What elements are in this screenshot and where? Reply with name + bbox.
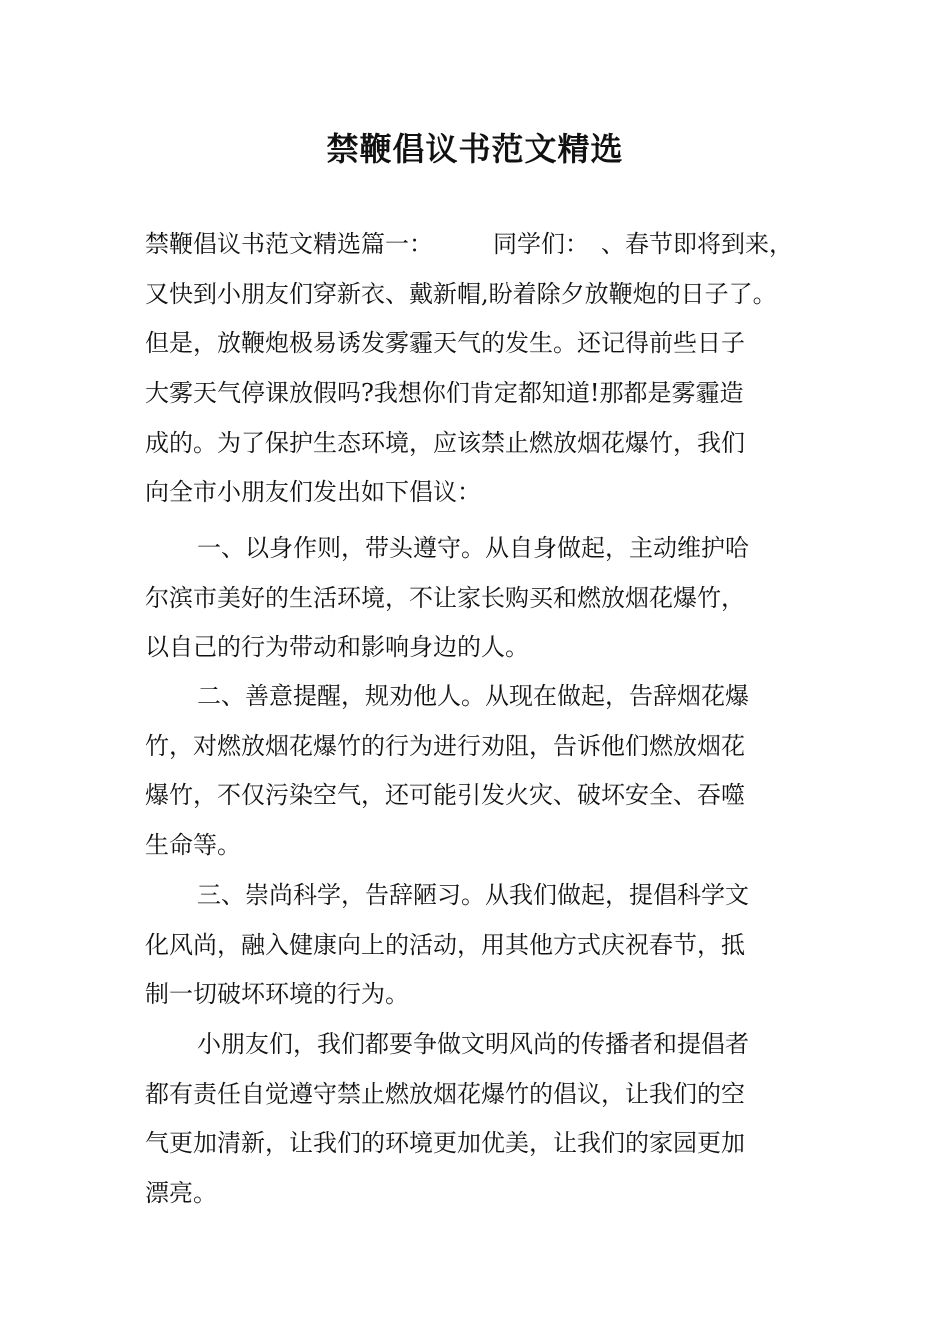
paragraph-line: 大雾天气停课放假吗?我想你们肯定都知道!那都是雾霾造 bbox=[145, 379, 744, 408]
paragraph-line: 禁鞭倡议书范文精选篇一： 同学们： 、春节即将到来， bbox=[145, 230, 793, 258]
paragraph-line: 但是，放鞭炮极易诱发雾霾天气的发生。还记得前些日子 bbox=[145, 329, 745, 358]
paragraph-line: 化风尚，融入健康向上的活动，用其他方式庆祝春节，抵 bbox=[145, 930, 745, 959]
paragraph-line: 生命等。 bbox=[145, 831, 241, 860]
paragraph-line: 小朋友们，我们都要争做文明风尚的传播者和提倡者 bbox=[197, 1030, 749, 1058]
paragraph-closing bbox=[145, 1020, 749, 1219]
paragraph-proposal-1 bbox=[145, 524, 749, 673]
paragraph-line: 又快到小朋友们穿新衣、戴新帽,盼着除夕放鞭炮的日子了。 bbox=[145, 279, 777, 308]
paragraph-line: 竹，对燃放烟花爆竹的行为进行劝阻，告诉他们燃放烟花 bbox=[145, 731, 745, 760]
paragraph-line: 以自己的行为带动和影响身边的人。 bbox=[145, 633, 529, 662]
paragraph-line: 制一切破坏环境的行为。 bbox=[145, 980, 409, 1009]
paragraph-line: 一、以身作则，带头遵守。从自身做起，主动维护哈 bbox=[197, 534, 749, 562]
paragraph-line: 气更加清新，让我们的环境更加优美，让我们的家园更加 bbox=[145, 1129, 745, 1158]
paragraph-line: 爆竹，不仅污染空气，还可能引发火灾、破坏安全、吞噬 bbox=[145, 781, 745, 810]
paragraph-line: 尔滨市美好的生活环境，不让家长购买和燃放烟花爆竹， bbox=[145, 583, 745, 612]
paragraph-line: 都有责任自觉遵守禁止燃放烟花爆竹的倡议，让我们的空 bbox=[145, 1079, 745, 1108]
paragraph-intro bbox=[145, 220, 793, 518]
document-title: 禁鞭倡议书范文精选 bbox=[326, 130, 624, 168]
paragraph-line: 成的。为了保护生态环境，应该禁止燃放烟花爆竹，我们 bbox=[145, 428, 745, 457]
paragraph-line: 三、崇尚科学，告辞陋习。从我们做起，提倡科学文 bbox=[197, 881, 749, 909]
paragraph-line: 二、善意提醒，规劝他人。从现在做起，告辞烟花爆 bbox=[197, 682, 749, 710]
paragraph-line: 向全市小朋友们发出如下倡议： bbox=[145, 478, 481, 507]
paragraph-line: 漂亮。 bbox=[145, 1179, 217, 1208]
paragraph-proposal-3 bbox=[145, 871, 749, 1020]
paragraph-proposal-2 bbox=[145, 672, 749, 871]
